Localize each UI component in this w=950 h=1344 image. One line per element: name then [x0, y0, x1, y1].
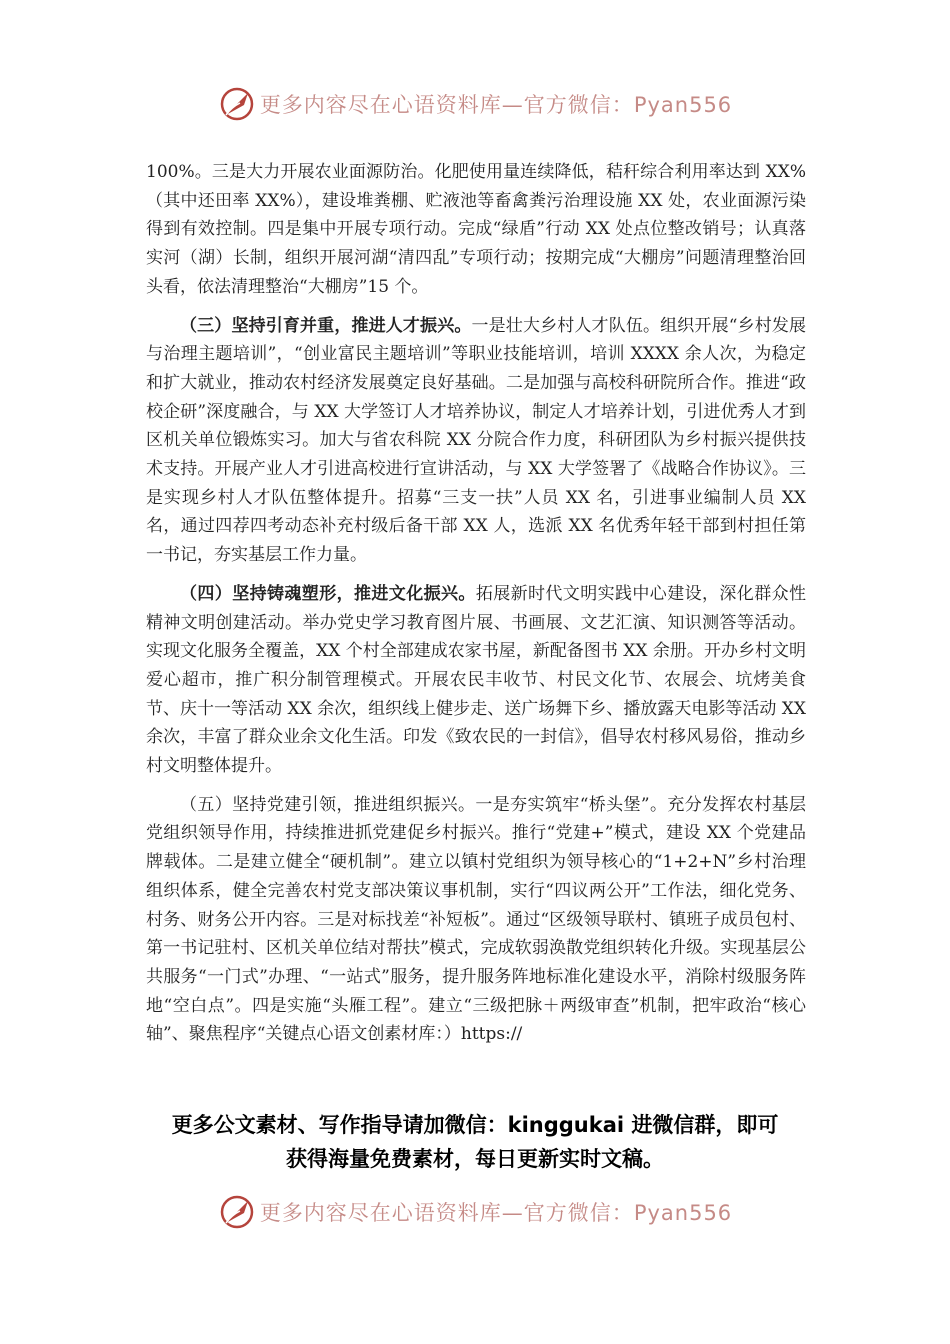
footer-banner: [0, 1192, 950, 1232]
banner-wechat-id: Pyan556: [633, 1201, 733, 1225]
paragraph-culture: （四）坚持铸魂塑形，推进文化振兴。拓展新时代文明实践中心建设，深化群众性精神文明创建活动。举办党史学习教育图片展、书画展、文艺汇演、知识测答等活动。实现文化服务全覆盖，XX 个村全部建成农家书屋，新配备图书 XX 余册。开办乡村文明爱心超市，推广积分制管理模式。开展农民丰收节、村民文化节、农展会、坑烤美食节、庆十一等活动 XX 余次，组织线上健步走、送广场舞下乡、播放露天电影等活动 XX 余次，丰富了群众业余文化生活。印发《致农民的一封信》，倡导农村移风易俗，推动乡村文明整体提升。: [146, 583, 807, 777]
paragraph-1: 100%。三是大力开展农业面源防治。化肥使用量连续降低，秸秆综合利用率达到 XX%（其中还田率 XX%），建设堆粪棚、贮液池等畜禽粪污治理设施 XX 处，农业面源污染得到有效控制。四是集中开展专项行动。完成“绿盾”行动 XX 处点位整改销号；认真落实河（湖）长制，组织开展河湖“清四乱”专项行动；按期完成“大棚房”问题清理整治回头看，依法清理整治“大棚房”15 个。: [146, 162, 806, 297]
promo-line-2: 获得海量免费素材，每日更新实时文稿。: [286, 1147, 664, 1171]
section-heading-culture: （四）坚持铸魂塑形，推进文化振兴。: [180, 583, 476, 604]
banner-text: 更多内容尽在心语资料库—官方微信：Pyan556: [259, 93, 733, 117]
paragraph-talent: （三）坚持引育并重，推进人才振兴。一是壮大乡村人才队伍。组织开展“乡村发展与治理主题培训”，“创业富民主题培训”等职业技能培训，培训 XXXX 余人次，为稳定和扩大就业，推动农村经济发展奠定良好基础。二是加强与高校科研院所合作。推进“政校企研”深度融合，与 XX 大学签订人才培养协议，制定人才培养计划，引进优秀人才到区机关单位锻炼实习。加大与省农科院 XX 分院合作力度，科研团队为乡村振兴提供技术支持。开展产业人才引进高校进行宣讲活动，与 XX 大学签署了《战略合作协议》。三是实现乡村人才队伍整体提升。招募“三支一扶”人员 XX 名，引进事业编制人员 XX 名，通过四荐四考动态补充村级后备干部 XX 人，选派 XX 名优秀年轻干部到村担任第一书记，夯实基层工作力量。: [146, 315, 807, 566]
banner-text: 更多内容尽在心语资料库—官方微信：Pyan556: [259, 1201, 733, 1225]
promo-line-1: 更多公文素材、写作指导请加微信：kinggukai 进微信群，即可: [171, 1113, 779, 1137]
paragraph-organization: （五）坚持党建引领，推进组织振兴。一是夯实筑牢“桥头堡”。充分发挥农村基层党组织领导作用，持续推进抓党建促乡村振兴。推行“党建+”模式，建设 XX 个党建品牌载体。二是建立健全“硬机制”。建立以镇村党组织为领导核心的“1+2+N”乡村治理组织体系，健全完善农村党支部决策议事机制，实行“四议两公开”工作法，细化党务、村务、财务公开内容。三是对标找差“补短板”。通过“区级领导联村、镇班子成员包村、第一书记驻村、区机关单位结对帮扶”模式，完成软弱涣散党组织转化升级。实现基层公共服务“一门式”办理、“一站式”服务，提升服务阵地标准化建设水平，消除村级服务阵地“空白点”。四是实施“头雁工程”。建立“三级把脉＋两级审查”机制，把牢政治“核心轴”、聚焦程序“关键点心语文创素材库：）https://: [146, 794, 806, 1045]
header-banner: [0, 84, 950, 124]
quill-logo-icon: [218, 85, 256, 123]
document-body: [146, 158, 806, 1059]
banner-wechat-id: Pyan556: [633, 93, 733, 117]
section-heading-talent: （三）坚持引育并重，推进人才振兴。: [180, 315, 472, 336]
quill-logo-icon: [218, 1193, 256, 1231]
promo-notice: [0, 1108, 950, 1176]
